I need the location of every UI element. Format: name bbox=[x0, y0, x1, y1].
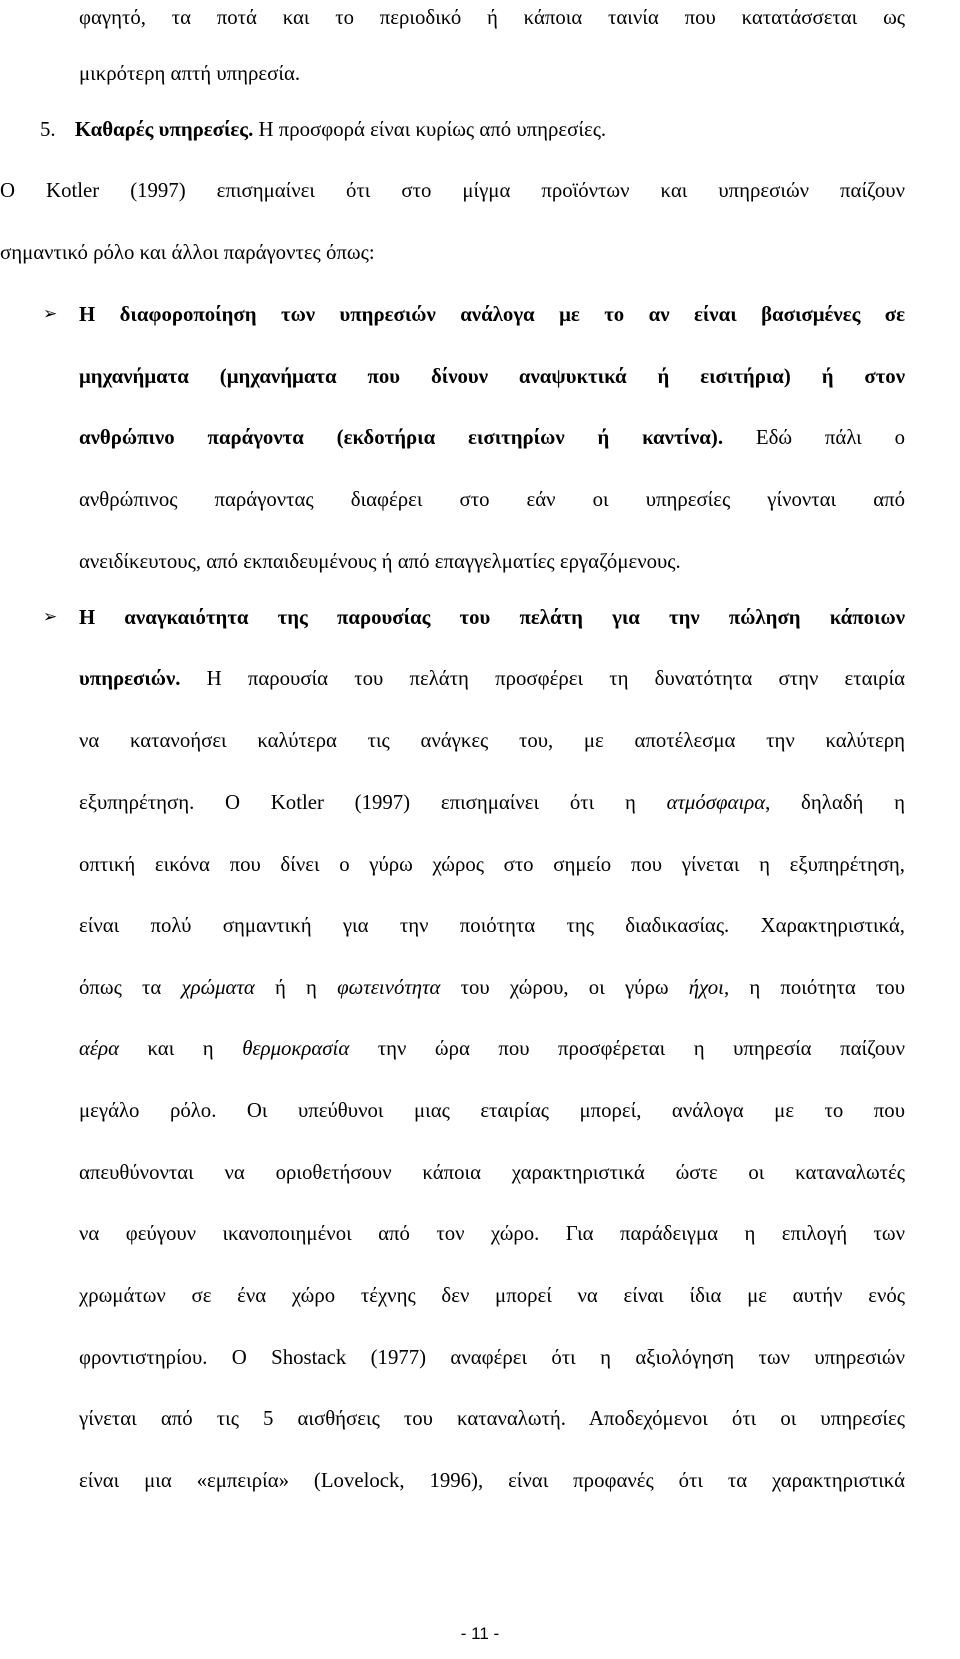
bullet-heading-line: Η αναγκαιότητα της παρουσίας του πελάτη για την πώληση κάποιων bbox=[79, 606, 905, 629]
text-span: Η παρουσία του πελάτη προσφέρει τη δυνατότητα στην εταιρία bbox=[180, 667, 905, 690]
text-span: , δηλαδή η bbox=[765, 791, 905, 814]
page-number: - 11 - bbox=[460, 1624, 500, 1643]
italic-term: φωτεινότητα bbox=[337, 976, 441, 999]
text-line: φαγητό, τα ποτά και το περιοδικό ή κάποια ταινία που κατατάσσεται ως bbox=[79, 6, 905, 29]
text-line: είναι μια «εμπειρία» (Lovelock, 1996), είναι προφανές ότι τα χαρακτηριστικά bbox=[79, 1469, 905, 1492]
text-line bbox=[79, 793, 905, 814]
bullet-arrow-icon: ➢ bbox=[43, 607, 58, 627]
bullet-heading-line: Η διαφοροποίηση των υπηρεσιών ανάλογα με το αν είναι βασισμένες σε bbox=[79, 303, 905, 326]
italic-term: θερμοκρασία bbox=[242, 1037, 350, 1060]
text-line: απευθύνονται να οριοθετήσουν κάποια χαρακτηριστικά ώστε οι καταναλωτές bbox=[79, 1161, 905, 1184]
text-span: Εδώ πάλι ο bbox=[723, 426, 905, 449]
text-span: την ώρα που προσφέρεται η υπηρεσία παίζουν bbox=[349, 1037, 906, 1060]
text-line: χρωμάτων σε ένα χώρο τέχνης δεν μπορεί να είναι ίδια με αυτήν ενός bbox=[79, 1284, 905, 1307]
list-number: 5. bbox=[40, 118, 56, 141]
text-line: να φεύγουν ικανοποιημένοι από τον χώρο. Για παράδειγμα η επιλογή των bbox=[79, 1222, 905, 1245]
item-heading: Καθαρές υπηρεσίες. bbox=[74, 118, 254, 141]
text-line: είναι πολύ σημαντική για την ποιότητα της διαδικασίας. Χαρακτηριστικά, bbox=[79, 914, 905, 937]
text-line: οπτική εικόνα που δίνει ο γύρω χώρος στο σημείο που γίνεται η εξυπηρέτηση, bbox=[79, 853, 905, 876]
text-line: φροντιστηρίου. Ο Shostack (1977) αναφέρει ότι η αξιολόγηση των υπηρεσιών bbox=[79, 1346, 905, 1369]
italic-term: χρώματα bbox=[181, 976, 255, 999]
text-span: ή η bbox=[254, 976, 338, 999]
text-span: του χώρου, οι γύρω bbox=[440, 976, 689, 999]
bold-span: ανθρώπινο παράγοντα (εκδοτήρια εισιτηρίων ή καντίνα). bbox=[79, 426, 724, 449]
text-line: σημαντικό ρόλο και άλλοι παράγοντες όπως: bbox=[0, 241, 375, 264]
bold-span: υπηρεσιών. bbox=[79, 667, 181, 690]
italic-term: αέρα bbox=[79, 1037, 120, 1060]
text-line bbox=[79, 978, 905, 999]
text-span: , η ποιότητα του bbox=[723, 976, 905, 999]
text-line: ανειδίκευτους, από εκπαιδευμένους ή από επαγγελματίες εργαζόμενους. bbox=[79, 550, 681, 573]
text-line: μεγάλο ρόλο. Οι υπεύθυνοι μιας εταιρίας μπορεί, ανάλογα με το που bbox=[79, 1099, 905, 1122]
text-line bbox=[79, 1039, 905, 1060]
text-line: Ο Kotler (1997) επισημαίνει ότι στο μίγμα προϊόντων και υπηρεσιών παίζουν bbox=[0, 179, 905, 202]
text-span: και η bbox=[119, 1037, 243, 1060]
bullet-heading-line: μηχανήματα (μηχανήματα που δίνουν αναψυκτικά ή εισιτήρια) ή στον bbox=[79, 365, 905, 388]
text-line bbox=[79, 428, 905, 449]
text-line bbox=[79, 669, 905, 690]
text-line: γίνεται από τις 5 αισθήσεις του καταναλωτή. Αποδεχόμενοι ότι οι υπηρεσίες bbox=[79, 1407, 905, 1430]
bullet-arrow-icon: ➢ bbox=[43, 304, 58, 324]
italic-term: ήχοι bbox=[688, 976, 724, 999]
text-line: μικρότερη απτή υπηρεσία. bbox=[79, 62, 301, 85]
numbered-item-5 bbox=[40, 120, 606, 141]
text-span: όπως τα bbox=[79, 976, 182, 999]
text-span: εξυπηρέτηση. Ο Kotler (1997) επισημαίνει ότι η bbox=[79, 791, 667, 814]
item-text: Η προσφορά είναι κυρίως από υπηρεσίες. bbox=[253, 118, 607, 141]
text-line: ανθρώπινος παράγοντας διαφέρει στο εάν οι υπηρεσίες γίνονται από bbox=[79, 488, 905, 511]
italic-term: ατμόσφαιρα bbox=[666, 791, 766, 814]
text-line: να κατανοήσει καλύτερα τις ανάγκες του, με αποτέλεσμα την καλύτερη bbox=[79, 729, 905, 752]
